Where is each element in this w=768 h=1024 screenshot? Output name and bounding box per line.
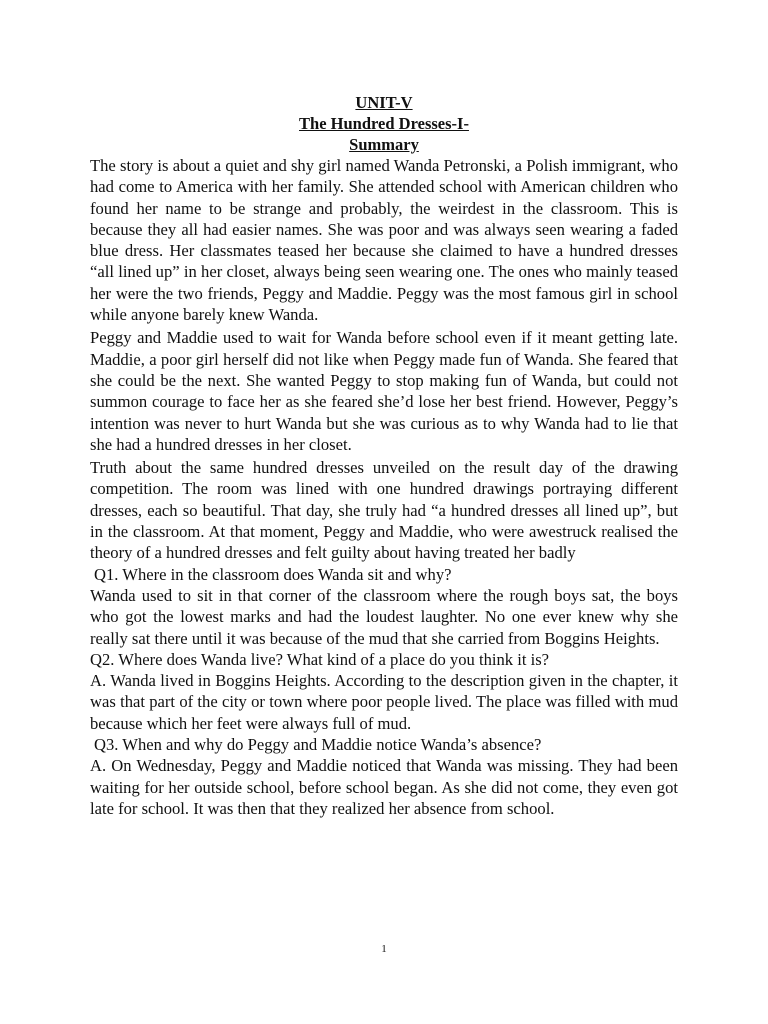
summary-paragraph-3: Truth about the same hundred dresses unveiled on the result day of the drawing competition. The room was lined with one hundred drawings portraying different dresses, each so beautiful. That day, she truly had “a hundred dresses all lined up”, but in the classroom. At that moment, Peggy and Maddie, who were awestruck realised the theory of a hundred dresses and felt guilty about having treated her badly [90,458,678,563]
chapter-title: The Hundred Dresses-I- [299,114,469,133]
answer-2: A. Wanda lived in Boggins Heights. According to the description given in the chapter, it was that part of the city or town where poor people lived. The place was filled with mud because which her feet were always full of mud. [90,671,678,733]
question-3: Q3. When and why do Peggy and Maddie notice Wanda’s absence? [94,735,542,755]
unit-heading: UNIT-V [355,93,413,112]
summary-paragraph-1: The story is about a quiet and shy girl named Wanda Petronski, a Polish immigrant, who had come to America with her family. She attended school with American children who found her name to be strange and probably, the weirdest in the classroom. This is because they all had easier names. She was poor and was always seen wearing a faded blue dress. Her classmates teased her because she claimed to have a hundred dresses “all lined up” in her closet, always being seen wearing one. The ones who mainly teased her were the two friends, Peggy and Maddie. Peggy was the most famous girl in school while anyone barely knew Wanda. [90,156,678,325]
document-page [90,92,678,819]
page-number: 1 [381,943,387,955]
answer-3: A. On Wednesday, Peggy and Maddie noticed that Wanda was missing. They had been waiting for her outside school, before school began. As she did not come, they even got late for school. It was then that they realized her absence from school. [90,756,678,818]
answer-1: Wanda used to sit in that corner of the classroom where the rough boys sat, the boys who got the lowest marks and had the loudest laughter. No one ever knew why she really sat there until it was because of the mud that she carried from Boggins Heights. [90,585,678,648]
summary-paragraph-2: Peggy and Maddie used to wait for Wanda before school even if it meant getting late. Maddie, a poor girl herself did not like when Peggy made fun of Wanda. She feared that she could be the next. She wanted Peggy to stop making fun of Wanda, but could not summon courage to face her as she feared she’d lose her best friend. However, Peggy’s intention was never to hurt Wanda but she was curious as to why Wanda had to lie that she had a hundred dresses in her closet. [90,328,678,454]
question-1: Q1. Where in the classroom does Wanda sit and why? [94,564,452,584]
question-2: Q2. Where does Wanda live? What kind of a place do you think it is? [90,649,550,669]
section-heading: Summary [349,135,419,154]
